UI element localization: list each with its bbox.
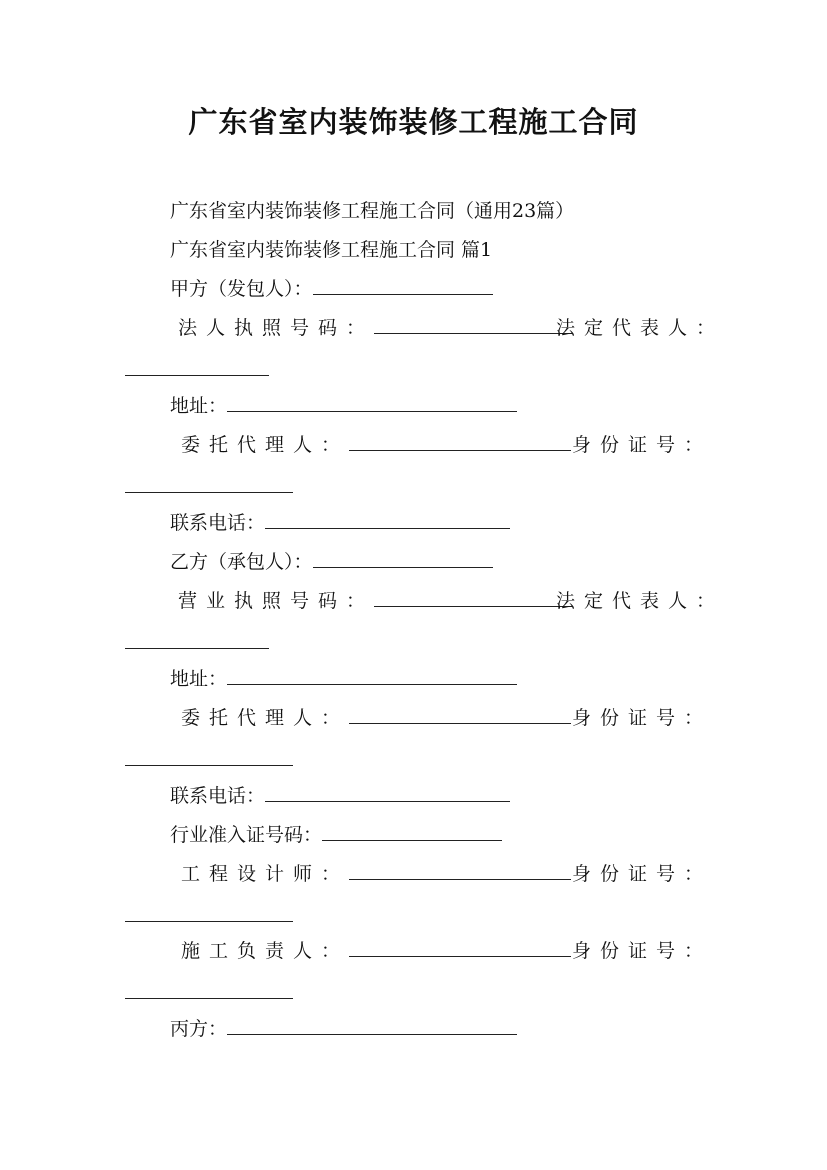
party-a-legal-rep-label: 法定代表人： [556, 317, 725, 339]
manager-row [181, 938, 713, 964]
party-a-address-label: 地址： [170, 395, 228, 417]
manager-field[interactable] [349, 938, 571, 957]
party-b-phone-field[interactable] [265, 783, 510, 802]
party-a-license-row [178, 315, 725, 341]
party-b-agent-field[interactable] [349, 705, 571, 724]
party-a-license-label: 法人执照号码： [178, 317, 375, 339]
party-a-legal-rep-field[interactable] [125, 374, 269, 376]
designer-id-field[interactable] [125, 920, 293, 922]
party-b-address-row [170, 666, 517, 692]
party-b-row [170, 549, 493, 575]
party-a-address-field[interactable] [227, 393, 517, 412]
designer-label: 工程设计师： [181, 863, 350, 885]
manager-id-label: 身份证号： [572, 940, 713, 962]
designer-row [181, 861, 713, 887]
party-a-id-field[interactable] [125, 491, 293, 493]
party-a-agent-label: 委托代理人： [181, 434, 350, 456]
document-title: 广东省室内装饰装修工程施工合同 [188, 105, 639, 139]
party-c-label: 丙方： [170, 1018, 228, 1040]
industry-cert-field[interactable] [322, 822, 502, 841]
party-b-phone-label: 联系电话： [170, 785, 266, 807]
party-b-agent-label: 委托代理人： [181, 707, 350, 729]
party-a-label: 甲方（发包人）： [170, 278, 313, 300]
party-b-agent-row [181, 705, 713, 731]
designer-field[interactable] [349, 861, 571, 880]
manager-label: 施工负责人： [181, 940, 350, 962]
party-b-license-label: 营业执照号码： [178, 590, 375, 612]
party-b-legal-rep-field[interactable] [125, 647, 269, 649]
party-b-address-label: 地址： [170, 668, 228, 690]
party-c-row [170, 1016, 517, 1042]
section-heading: 广东省室内装饰装修工程施工合同 篇1 [170, 239, 493, 261]
party-a-license-field[interactable] [374, 315, 572, 334]
party-b-license-field[interactable] [374, 588, 572, 607]
party-a-row [170, 276, 493, 302]
party-b-label: 乙方（承包人）： [170, 551, 313, 573]
document-subtitle: 广东省室内装饰装修工程施工合同（通用23篇） [170, 200, 575, 222]
party-a-address-row [170, 393, 517, 419]
industry-cert-row [170, 822, 502, 848]
manager-id-field[interactable] [125, 997, 293, 999]
party-c-field[interactable] [227, 1016, 517, 1035]
party-b-id-label: 身份证号： [572, 707, 713, 729]
party-a-agent-row [181, 432, 713, 458]
party-b-address-field[interactable] [227, 666, 517, 685]
designer-id-label: 身份证号： [572, 863, 713, 885]
party-b-phone-row [170, 783, 510, 809]
party-b-field[interactable] [313, 549, 493, 568]
party-b-legal-rep-label: 法定代表人： [556, 590, 725, 612]
party-a-phone-row [170, 510, 510, 536]
party-a-field[interactable] [313, 276, 493, 295]
party-a-phone-field[interactable] [265, 510, 510, 529]
party-a-id-label: 身份证号： [572, 434, 713, 456]
party-b-license-row [178, 588, 725, 614]
industry-cert-label: 行业准入证号码： [170, 824, 323, 846]
party-a-phone-label: 联系电话： [170, 512, 266, 534]
party-b-id-field[interactable] [125, 764, 293, 766]
party-a-agent-field[interactable] [349, 432, 571, 451]
